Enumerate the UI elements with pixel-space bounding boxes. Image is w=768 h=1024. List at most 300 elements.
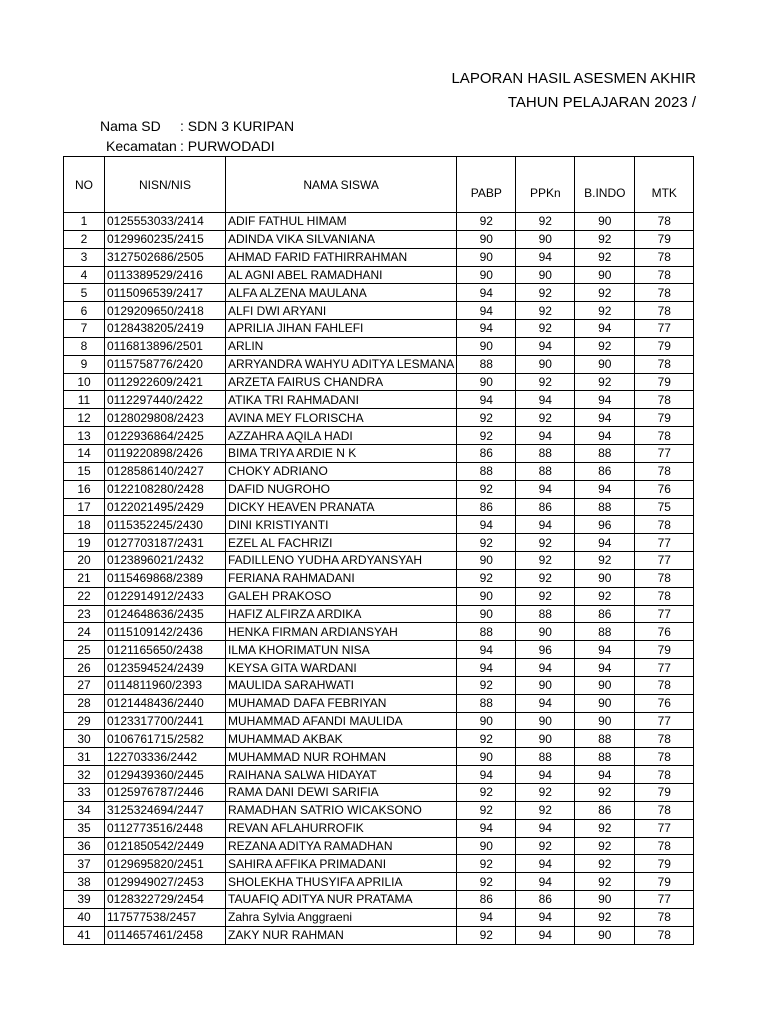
row-nisn: 0122108280/2428 [105, 480, 226, 498]
row-nisn: 0129209650/2418 [105, 302, 226, 320]
row-number: 30 [64, 730, 105, 748]
table-row [64, 409, 694, 427]
row-bindo: 94 [575, 391, 635, 409]
row-name: RAIHANA SALWA HIDAYAT [226, 766, 457, 784]
row-bindo: 88 [575, 623, 635, 641]
row-bindo: 86 [575, 801, 635, 819]
row-name: DAFID NUGROHO [226, 480, 457, 498]
row-nisn: 3125324694/2447 [105, 801, 226, 819]
table-row [64, 641, 694, 659]
header-ppkn: PPKn [516, 157, 575, 213]
row-number: 8 [64, 337, 105, 355]
row-bindo: 88 [575, 730, 635, 748]
row-pabp: 94 [457, 302, 516, 320]
row-number: 18 [64, 516, 105, 534]
row-nisn: 0114657461/2458 [105, 926, 226, 944]
row-number: 39 [64, 891, 105, 909]
table-row [64, 462, 694, 480]
row-number: 10 [64, 373, 105, 391]
row-bindo: 94 [575, 427, 635, 445]
row-mtk: 78 [635, 730, 694, 748]
row-mtk: 78 [635, 748, 694, 766]
row-nisn: 3127502686/2505 [105, 248, 226, 266]
row-name: CHOKY ADRIANO [226, 462, 457, 480]
row-number: 33 [64, 784, 105, 802]
row-bindo: 92 [575, 337, 635, 355]
row-number: 7 [64, 320, 105, 338]
table-row [64, 855, 694, 873]
row-name: EZEL AL FACHRIZI [226, 534, 457, 552]
row-mtk: 79 [635, 855, 694, 873]
table-row [64, 230, 694, 248]
row-pabp: 92 [457, 569, 516, 587]
table-row [64, 694, 694, 712]
row-mtk: 77 [635, 712, 694, 730]
row-ppkn: 94 [516, 694, 575, 712]
row-name: RAMA DANI DEWI SARIFIA [226, 784, 457, 802]
row-bindo: 92 [575, 552, 635, 570]
row-pabp: 90 [457, 712, 516, 730]
row-number: 15 [64, 462, 105, 480]
row-mtk: 79 [635, 337, 694, 355]
row-number: 27 [64, 676, 105, 694]
row-number: 28 [64, 694, 105, 712]
table-row [64, 266, 694, 284]
row-number: 34 [64, 801, 105, 819]
row-ppkn: 90 [516, 676, 575, 694]
row-ppkn: 94 [516, 873, 575, 891]
row-ppkn: 92 [516, 534, 575, 552]
row-mtk: 79 [635, 784, 694, 802]
table-row [64, 284, 694, 302]
row-pabp: 92 [457, 676, 516, 694]
table-row [64, 302, 694, 320]
row-pabp: 92 [457, 784, 516, 802]
row-pabp: 90 [457, 248, 516, 266]
row-name: ZAKY NUR RAHMAN [226, 926, 457, 944]
row-name: DINI KRISTIYANTI [226, 516, 457, 534]
row-mtk: 77 [635, 320, 694, 338]
row-ppkn: 94 [516, 391, 575, 409]
row-nisn: 0129695820/2451 [105, 855, 226, 873]
row-bindo: 94 [575, 480, 635, 498]
row-nisn: 0112922609/2421 [105, 373, 226, 391]
table-row [64, 373, 694, 391]
row-mtk: 78 [635, 266, 694, 284]
row-number: 35 [64, 819, 105, 837]
row-number: 31 [64, 748, 105, 766]
row-mtk: 78 [635, 391, 694, 409]
row-nisn: 0125553033/2414 [105, 213, 226, 231]
row-pabp: 86 [457, 444, 516, 462]
row-pabp: 94 [457, 320, 516, 338]
school-label: Nama SD [100, 118, 161, 134]
table-row [64, 712, 694, 730]
row-pabp: 92 [457, 855, 516, 873]
row-bindo: 94 [575, 766, 635, 784]
table-row [64, 516, 694, 534]
row-number: 4 [64, 266, 105, 284]
row-nisn: 0123896021/2432 [105, 552, 226, 570]
row-nisn: 0124648636/2435 [105, 605, 226, 623]
row-pabp: 94 [457, 908, 516, 926]
row-ppkn: 94 [516, 337, 575, 355]
row-nisn: 0112773516/2448 [105, 819, 226, 837]
row-nisn: 0129439360/2445 [105, 766, 226, 784]
row-ppkn: 94 [516, 908, 575, 926]
row-number: 19 [64, 534, 105, 552]
row-mtk: 78 [635, 926, 694, 944]
row-number: 24 [64, 623, 105, 641]
row-name: BIMA TRIYA ARDIE N K [226, 444, 457, 462]
row-nisn: 0128586140/2427 [105, 462, 226, 480]
row-name: ADINDA VIKA SILVANIANA [226, 230, 457, 248]
row-name: MUHAMMAD AKBAK [226, 730, 457, 748]
table-row [64, 498, 694, 516]
row-nisn: 0129960235/2415 [105, 230, 226, 248]
row-nisn: 0128029808/2423 [105, 409, 226, 427]
row-pabp: 88 [457, 355, 516, 373]
row-ppkn: 92 [516, 373, 575, 391]
row-nisn: 117577538/2457 [105, 908, 226, 926]
row-mtk: 75 [635, 498, 694, 516]
row-bindo: 92 [575, 230, 635, 248]
row-nisn: 0123594524/2439 [105, 659, 226, 677]
row-ppkn: 90 [516, 355, 575, 373]
table-row [64, 480, 694, 498]
row-ppkn: 88 [516, 462, 575, 480]
row-bindo: 92 [575, 373, 635, 391]
row-nisn: 0121448436/2440 [105, 694, 226, 712]
row-pabp: 94 [457, 659, 516, 677]
table-row [64, 427, 694, 445]
row-ppkn: 94 [516, 766, 575, 784]
row-pabp: 86 [457, 498, 516, 516]
row-number: 36 [64, 837, 105, 855]
row-number: 1 [64, 213, 105, 231]
row-name: Zahra Sylvia Anggraeni [226, 908, 457, 926]
table-row [64, 213, 694, 231]
row-nisn: 0122936864/2425 [105, 427, 226, 445]
row-bindo: 92 [575, 908, 635, 926]
row-bindo: 92 [575, 284, 635, 302]
table-row [64, 355, 694, 373]
row-pabp: 94 [457, 391, 516, 409]
row-number: 40 [64, 908, 105, 926]
row-nisn: 0113389529/2416 [105, 266, 226, 284]
row-name: FADILLENO YUDHA ARDYANSYAH [226, 552, 457, 570]
row-nisn: 0128438205/2419 [105, 320, 226, 338]
row-number: 16 [64, 480, 105, 498]
row-mtk: 78 [635, 837, 694, 855]
row-mtk: 78 [635, 676, 694, 694]
table-row [64, 623, 694, 641]
row-mtk: 77 [635, 444, 694, 462]
row-mtk: 78 [635, 908, 694, 926]
row-pabp: 94 [457, 516, 516, 534]
row-number: 38 [64, 873, 105, 891]
row-mtk: 76 [635, 694, 694, 712]
table-row [64, 552, 694, 570]
row-number: 12 [64, 409, 105, 427]
row-pabp: 90 [457, 230, 516, 248]
row-pabp: 92 [457, 534, 516, 552]
row-bindo: 92 [575, 784, 635, 802]
row-number: 17 [64, 498, 105, 516]
row-number: 5 [64, 284, 105, 302]
table-row [64, 730, 694, 748]
row-number: 41 [64, 926, 105, 944]
school-value: : SDN 3 KURIPAN [180, 118, 295, 134]
table-row [64, 337, 694, 355]
row-pabp: 94 [457, 284, 516, 302]
row-pabp: 90 [457, 837, 516, 855]
row-ppkn: 92 [516, 837, 575, 855]
table-row [64, 605, 694, 623]
row-ppkn: 92 [516, 784, 575, 802]
district-info [106, 138, 275, 154]
row-pabp: 90 [457, 552, 516, 570]
row-name: APRILIA JIHAN FAHLEFI [226, 320, 457, 338]
table-row [64, 444, 694, 462]
row-pabp: 92 [457, 213, 516, 231]
row-mtk: 76 [635, 480, 694, 498]
row-nisn: 0122021495/2429 [105, 498, 226, 516]
row-ppkn: 88 [516, 605, 575, 623]
row-ppkn: 88 [516, 444, 575, 462]
row-ppkn: 94 [516, 926, 575, 944]
table-row [64, 659, 694, 677]
row-bindo: 90 [575, 694, 635, 712]
row-pabp: 92 [457, 730, 516, 748]
table-row [64, 587, 694, 605]
row-bindo: 88 [575, 748, 635, 766]
row-name: SHOLEKHA THUSYIFA APRILIA [226, 873, 457, 891]
row-name: FERIANA RAHMADANI [226, 569, 457, 587]
row-number: 32 [64, 766, 105, 784]
row-pabp: 94 [457, 819, 516, 837]
row-ppkn: 94 [516, 427, 575, 445]
row-ppkn: 94 [516, 659, 575, 677]
row-name: ALFI DWI ARYANI [226, 302, 457, 320]
row-bindo: 92 [575, 302, 635, 320]
row-pabp: 94 [457, 641, 516, 659]
school-info [100, 118, 294, 134]
row-ppkn: 90 [516, 730, 575, 748]
row-name: MAULIDA SARAHWATI [226, 676, 457, 694]
row-name: AHMAD FARID FATHIRRAHMAN [226, 248, 457, 266]
table-row [64, 248, 694, 266]
row-name: AZZAHRA AQILA HADI [226, 427, 457, 445]
row-bindo: 94 [575, 641, 635, 659]
header-no: NO [64, 157, 105, 213]
row-pabp: 90 [457, 748, 516, 766]
row-ppkn: 92 [516, 552, 575, 570]
row-name: ATIKA TRI RAHMADANI [226, 391, 457, 409]
row-ppkn: 94 [516, 855, 575, 873]
row-bindo: 90 [575, 676, 635, 694]
district-label: Kecamatan [106, 138, 177, 154]
row-pabp: 92 [457, 801, 516, 819]
row-ppkn: 96 [516, 641, 575, 659]
row-bindo: 94 [575, 409, 635, 427]
row-number: 14 [64, 444, 105, 462]
row-pabp: 94 [457, 766, 516, 784]
row-ppkn: 94 [516, 248, 575, 266]
row-pabp: 90 [457, 266, 516, 284]
table-row [64, 801, 694, 819]
row-name: DICKY HEAVEN PRANATA [226, 498, 457, 516]
row-name: RAMADHAN SATRIO WICAKSONO [226, 801, 457, 819]
row-nisn: 0127703187/2431 [105, 534, 226, 552]
row-bindo: 90 [575, 569, 635, 587]
row-pabp: 88 [457, 694, 516, 712]
row-ppkn: 92 [516, 284, 575, 302]
row-name: SAHIRA AFFIKA PRIMADANI [226, 855, 457, 873]
row-bindo: 90 [575, 891, 635, 909]
table-row [64, 837, 694, 855]
row-name: MUHAMMAD AFANDI MAULIDA [226, 712, 457, 730]
row-ppkn: 92 [516, 801, 575, 819]
row-number: 13 [64, 427, 105, 445]
row-mtk: 79 [635, 409, 694, 427]
table-row [64, 534, 694, 552]
row-bindo: 90 [575, 926, 635, 944]
row-mtk: 78 [635, 516, 694, 534]
row-bindo: 92 [575, 837, 635, 855]
row-ppkn: 90 [516, 266, 575, 284]
row-name: HAFIZ ALFIRZA ARDIKA [226, 605, 457, 623]
row-number: 23 [64, 605, 105, 623]
row-nisn: 0115096539/2417 [105, 284, 226, 302]
table-row [64, 766, 694, 784]
row-bindo: 88 [575, 498, 635, 516]
row-bindo: 86 [575, 605, 635, 623]
row-nisn: 0115469868/2389 [105, 569, 226, 587]
row-number: 29 [64, 712, 105, 730]
row-bindo: 94 [575, 534, 635, 552]
row-bindo: 94 [575, 320, 635, 338]
row-ppkn: 92 [516, 320, 575, 338]
row-bindo: 86 [575, 462, 635, 480]
row-mtk: 78 [635, 766, 694, 784]
row-name: HENKA FIRMAN ARDIANSYAH [226, 623, 457, 641]
row-nisn: 0114811960/2393 [105, 676, 226, 694]
row-nisn: 0115758776/2420 [105, 355, 226, 373]
row-bindo: 92 [575, 855, 635, 873]
row-ppkn: 92 [516, 302, 575, 320]
table-row [64, 569, 694, 587]
row-name: ILMA KHORIMATUN NISA [226, 641, 457, 659]
row-nisn: 0122914912/2433 [105, 587, 226, 605]
header-pabp: PABP [457, 157, 516, 213]
row-pabp: 92 [457, 480, 516, 498]
row-name: AL AGNI ABEL RAMADHANI [226, 266, 457, 284]
row-name: MUHAMAD DAFA FEBRIYAN [226, 694, 457, 712]
row-nisn: 0125976787/2446 [105, 784, 226, 802]
row-bindo: 92 [575, 587, 635, 605]
row-pabp: 90 [457, 587, 516, 605]
row-mtk: 76 [635, 623, 694, 641]
row-nisn: 0106761715/2582 [105, 730, 226, 748]
row-mtk: 77 [635, 659, 694, 677]
row-nisn: 0123317700/2441 [105, 712, 226, 730]
row-name: REZANA ADITYA RAMADHAN [226, 837, 457, 855]
row-pabp: 92 [457, 427, 516, 445]
row-pabp: 88 [457, 623, 516, 641]
table-row [64, 748, 694, 766]
row-name: ALFA ALZENA MAULANA [226, 284, 457, 302]
row-ppkn: 88 [516, 748, 575, 766]
row-nisn: 122703336/2442 [105, 748, 226, 766]
table-row [64, 891, 694, 909]
row-pabp: 90 [457, 337, 516, 355]
row-bindo: 90 [575, 712, 635, 730]
row-ppkn: 90 [516, 623, 575, 641]
row-mtk: 78 [635, 248, 694, 266]
row-bindo: 90 [575, 213, 635, 231]
table-row [64, 676, 694, 694]
row-mtk: 78 [635, 801, 694, 819]
row-number: 3 [64, 248, 105, 266]
row-pabp: 86 [457, 891, 516, 909]
score-rows [64, 213, 694, 945]
row-name: KEYSA GITA WARDANI [226, 659, 457, 677]
row-mtk: 78 [635, 302, 694, 320]
row-mtk: 77 [635, 552, 694, 570]
header-mtk: MTK [635, 157, 694, 213]
row-bindo: 92 [575, 819, 635, 837]
row-mtk: 78 [635, 569, 694, 587]
row-ppkn: 92 [516, 587, 575, 605]
table-row [64, 908, 694, 926]
row-bindo: 92 [575, 248, 635, 266]
row-name: GALEH PRAKOSO [226, 587, 457, 605]
row-ppkn: 94 [516, 819, 575, 837]
row-number: 25 [64, 641, 105, 659]
row-pabp: 92 [457, 409, 516, 427]
row-bindo: 92 [575, 873, 635, 891]
row-mtk: 78 [635, 587, 694, 605]
district-value: : PURWODADI [180, 138, 275, 154]
row-ppkn: 94 [516, 480, 575, 498]
row-mtk: 79 [635, 373, 694, 391]
row-mtk: 78 [635, 462, 694, 480]
row-pabp: 92 [457, 926, 516, 944]
row-name: ARLIN [226, 337, 457, 355]
row-nisn: 0128322729/2454 [105, 891, 226, 909]
row-pabp: 90 [457, 605, 516, 623]
row-nisn: 0119220898/2426 [105, 444, 226, 462]
row-nisn: 0129949027/2453 [105, 873, 226, 891]
table-row [64, 873, 694, 891]
row-mtk: 79 [635, 230, 694, 248]
row-name: ARZETA FAIRUS CHANDRA [226, 373, 457, 391]
row-nisn: 0112297440/2422 [105, 391, 226, 409]
row-number: 2 [64, 230, 105, 248]
row-nisn: 0115109142/2436 [105, 623, 226, 641]
table-row [64, 391, 694, 409]
row-nisn: 0115352245/2430 [105, 516, 226, 534]
row-ppkn: 94 [516, 516, 575, 534]
header-bindo: B.INDO [575, 157, 635, 213]
row-mtk: 77 [635, 819, 694, 837]
row-number: 37 [64, 855, 105, 873]
row-nisn: 0121165650/2438 [105, 641, 226, 659]
row-bindo: 90 [575, 266, 635, 284]
row-bindo: 90 [575, 355, 635, 373]
header-nisn: NISN/NIS [105, 157, 226, 213]
